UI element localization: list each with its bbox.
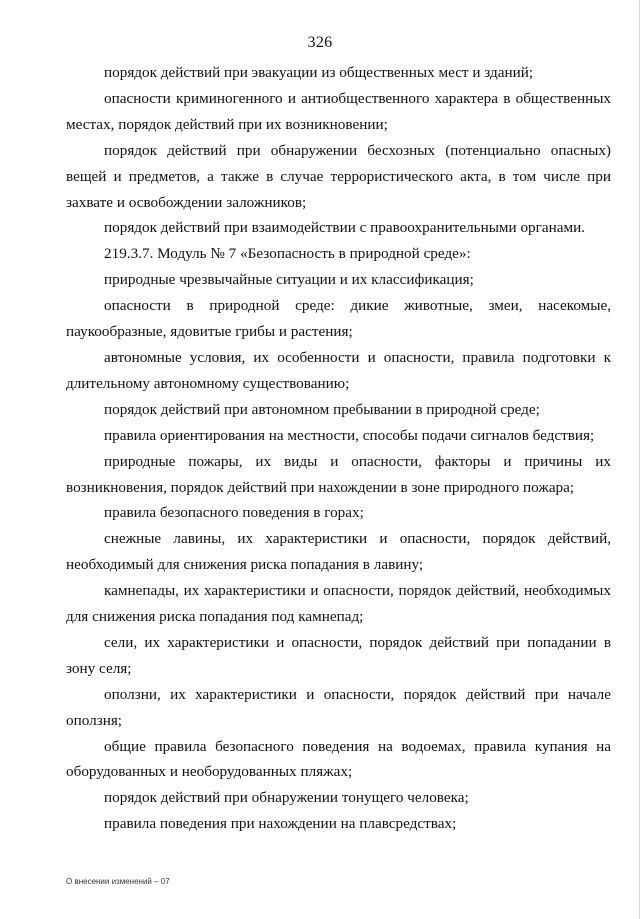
paragraph: природные пожары, их виды и опасности, факторы и причины их возникновения, порядок действий при нахождении в зоне природного пожара;	[66, 452, 611, 496]
section-heading: 219.3.7. Модуль № 7 «Безопасность в природной среде»:	[104, 245, 471, 263]
paragraph: порядок действий при обнаружении тонущего человека;	[104, 789, 469, 807]
paragraph: правила ориентирования на местности, способы подачи сигналов бедствия;	[104, 426, 595, 444]
paragraph: автономные условия, их особенности и опасности, правила подготовки к длительному автономному существованию;	[66, 348, 611, 392]
paragraph: порядок действий при обнаружении бесхозных (потенциально опасных) вещей и предметов, а также в случае террористического акта, в том числе при захвате и освобождении заложников;	[66, 141, 611, 211]
paragraph: порядок действий при эвакуации из общественных мест и зданий;	[104, 64, 534, 81]
paragraph: правила поведения при нахождении на плавсредствах;	[104, 815, 457, 833]
paragraph: камнепады, их характеристики и опасности, порядок действий, необходимых для снижения риска попадания под камнепад;	[66, 582, 611, 626]
paragraph: порядок действий при взаимодействии с правоохранительными органами.	[104, 219, 586, 237]
paragraph: порядок действий при автономном пребывании в природной среде;	[104, 400, 540, 418]
paragraph: опасности криминогенного и антиобщественного характера в общественных местах, порядок действий при их возникновении;	[66, 89, 611, 133]
paragraph: правила безопасного поведения в горах;	[104, 504, 364, 522]
paragraph: оползни, их характеристики и опасности, порядок действий при начале оползня;	[66, 685, 611, 729]
paragraph: общие правила безопасного поведения на водоемах, правила купания на оборудованных и необорудованных пляжах;	[66, 737, 611, 781]
page-footer: О внесении изменений – 07	[66, 877, 170, 886]
paragraph: природные чрезвычайные ситуации и их классификация;	[104, 271, 474, 289]
document-body	[66, 60, 611, 837]
paragraph: опасности в природной среде: дикие животные, змеи, насекомые, паукообразные, ядовитые грибы и растения;	[66, 297, 611, 341]
paragraph: сели, их характеристики и опасности, порядок действий при попадании в зону селя;	[66, 633, 611, 677]
paragraph: снежные лавины, их характеристики и опасности, порядок действий, необходимый для снижения риска попадания в лавину;	[66, 530, 611, 574]
page-number: 326	[307, 34, 333, 51]
